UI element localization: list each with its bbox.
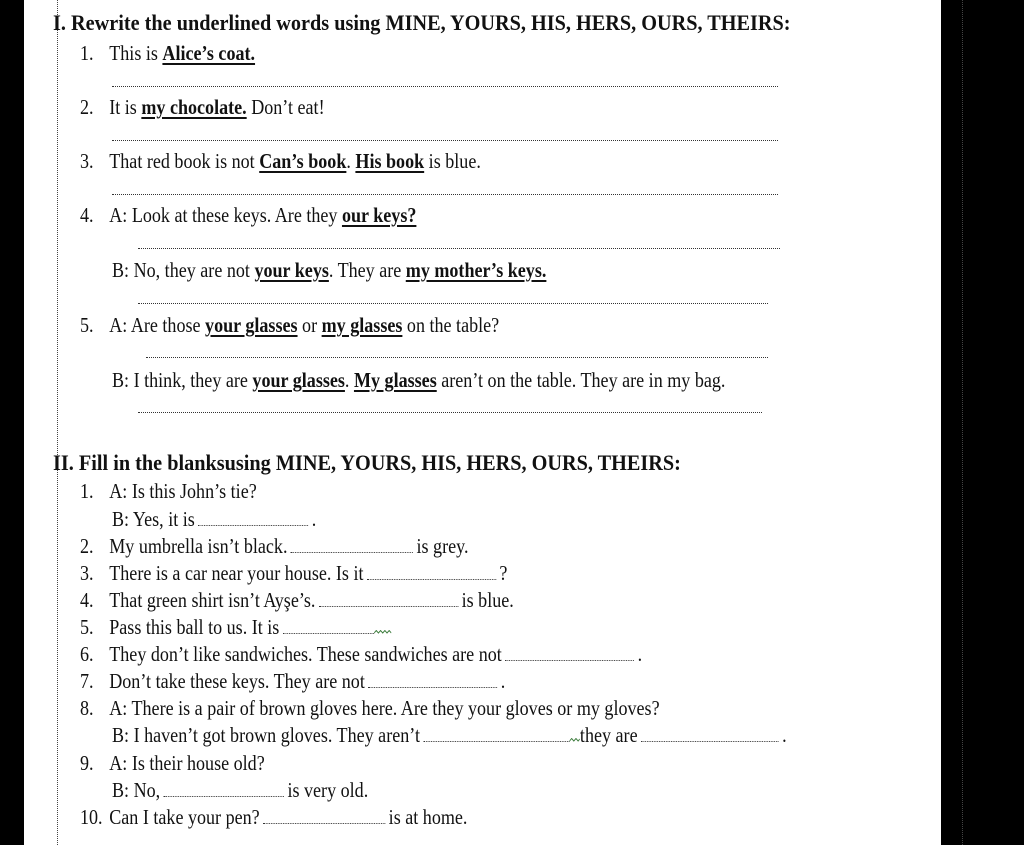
exercise-2-item-2 — [80, 533, 468, 559]
item-text: B: I haven’t got brown gloves. They aren’t — [112, 723, 420, 747]
underlined-phrase: your keys — [254, 258, 329, 282]
exercise-2-item-3 — [80, 560, 507, 586]
item-text: Can I take your pen? — [109, 805, 260, 829]
exercise-2-item-6 — [80, 641, 642, 667]
exercise-2-item-10 — [80, 804, 467, 830]
blank-field[interactable] — [263, 823, 385, 824]
exercise-1-item-3 — [80, 148, 481, 174]
item-text: B: No, — [112, 778, 161, 802]
item-number: 5. — [80, 615, 94, 639]
blank-field[interactable] — [291, 552, 413, 553]
item-number: 7. — [80, 669, 94, 693]
item-text: . — [500, 669, 506, 693]
exercise-1-item-1 — [80, 40, 255, 66]
item-number: 3. — [80, 561, 94, 585]
item-text: aren’t on the table. They are in my bag. — [436, 368, 726, 392]
exercise-2-item-1b — [112, 506, 316, 532]
item-text: . — [311, 507, 317, 531]
blank-field[interactable] — [641, 741, 779, 742]
item-number: 3. — [80, 149, 94, 173]
exercise-2-item-9b — [112, 777, 368, 803]
blank-field[interactable] — [367, 579, 496, 580]
item-text: Don’t eat! — [246, 95, 325, 119]
item-text: . — [637, 642, 643, 666]
underlined-phrase: our keys? — [341, 203, 417, 227]
item-text: . — [346, 149, 356, 173]
item-text: or — [297, 313, 322, 337]
section-2-heading: II. Fill in the blanksusing MINE, YOURS, HIS, HERS, OURS, THEIRS: — [53, 450, 681, 475]
item-text: My umbrella isn’t black. — [109, 534, 288, 558]
exercise-1-item-5b — [112, 367, 725, 393]
exercise-2-item-4 — [80, 587, 514, 613]
underlined-phrase: Can’s book — [259, 149, 347, 173]
exercise-2-item-9a — [80, 750, 265, 776]
item-text: . — [344, 368, 354, 392]
item-text: is blue. — [424, 149, 481, 173]
item-text: ? — [499, 561, 508, 585]
item-number: 1. — [80, 479, 94, 503]
item-text: is at home. — [388, 805, 468, 829]
item-text: B: I think, they are — [112, 368, 253, 392]
exercise-1-item-4a — [80, 202, 416, 228]
item-text: A: There is a pair of brown gloves here. Are they your gloves or my gloves? — [109, 696, 660, 720]
item-number: 1. — [80, 41, 94, 65]
item-number: 4. — [80, 203, 94, 227]
underlined-phrase: my chocolate. — [141, 95, 247, 119]
item-text: is blue. — [461, 588, 514, 612]
item-number: 8. — [80, 696, 94, 720]
item-text: they are — [579, 723, 638, 747]
item-number: 2. — [80, 95, 94, 119]
spellcheck-squiggle-icon — [570, 738, 580, 744]
underlined-phrase: my mother’s keys. — [405, 258, 547, 282]
exercise-2-item-7 — [80, 668, 505, 694]
spellcheck-squiggle-icon — [374, 630, 391, 636]
underlined-phrase: your glasses — [205, 313, 298, 337]
item-number: 9. — [80, 751, 94, 775]
blank-field[interactable] — [164, 796, 284, 797]
answer-line[interactable] — [112, 140, 778, 141]
item-text: It is — [109, 95, 142, 119]
item-text: A: Look at these keys. Are they — [109, 203, 342, 227]
blank-field[interactable] — [368, 687, 497, 688]
blank-field[interactable] — [319, 606, 458, 607]
blank-field[interactable] — [198, 525, 308, 526]
item-text: That red book is not — [109, 149, 260, 173]
item-text: is grey. — [416, 534, 469, 558]
item-text: B: No, they are not — [112, 258, 255, 282]
exercise-2-item-8a — [80, 695, 660, 721]
item-number: 4. — [80, 588, 94, 612]
underlined-phrase: your glasses — [252, 368, 345, 392]
answer-line[interactable] — [138, 412, 762, 413]
underlined-phrase: my glasses — [321, 313, 403, 337]
underlined-phrase: My glasses — [353, 368, 437, 392]
answer-line[interactable] — [138, 248, 780, 249]
item-text: This is — [109, 41, 163, 65]
item-text: . They are — [328, 258, 406, 282]
answer-line[interactable] — [138, 303, 768, 304]
right-margin-line — [962, 0, 963, 845]
item-number: 5. — [80, 313, 94, 337]
item-text: Don’t take these keys. They are not — [109, 669, 365, 693]
item-text: A: Is their house old? — [109, 751, 265, 775]
answer-line[interactable] — [146, 357, 768, 358]
left-margin-line — [57, 0, 58, 845]
item-number: 10. — [80, 805, 103, 829]
item-number: 6. — [80, 642, 94, 666]
exercise-2-item-1a — [80, 478, 257, 504]
exercise-2-item-8b — [112, 722, 787, 748]
underlined-phrase: His book — [355, 149, 425, 173]
item-text: is very old. — [287, 778, 369, 802]
blank-field[interactable] — [423, 741, 569, 742]
item-text: B: Yes, it is — [112, 507, 195, 531]
exercise-1-item-5a — [80, 312, 499, 338]
item-text: A: Are those — [109, 313, 206, 337]
item-text: . — [782, 723, 787, 747]
item-text: on the table? — [402, 313, 500, 337]
item-text: They don’t like sandwiches. These sandwiches are not — [109, 642, 502, 666]
item-text: Pass this ball to us. It is — [109, 615, 280, 639]
underlined-phrase: Alice’s coat. — [162, 41, 256, 65]
item-number: 2. — [80, 534, 94, 558]
section-1-heading: I. Rewrite the underlined words using MINE, YOURS, HIS, HERS, OURS, THEIRS: — [53, 10, 791, 35]
exercise-2-item-5 — [80, 614, 391, 640]
answer-line[interactable] — [112, 194, 778, 195]
item-text: There is a car near your house. Is it — [109, 561, 364, 585]
item-text: A: Is this John’s tie? — [109, 479, 257, 503]
answer-line[interactable] — [112, 86, 778, 87]
exercise-1-item-2 — [80, 94, 325, 120]
exercise-1-item-4b — [112, 257, 546, 283]
item-text: That green shirt isn’t Ayşe’s. — [109, 588, 316, 612]
blank-field[interactable] — [283, 633, 374, 634]
blank-field[interactable] — [505, 660, 634, 661]
